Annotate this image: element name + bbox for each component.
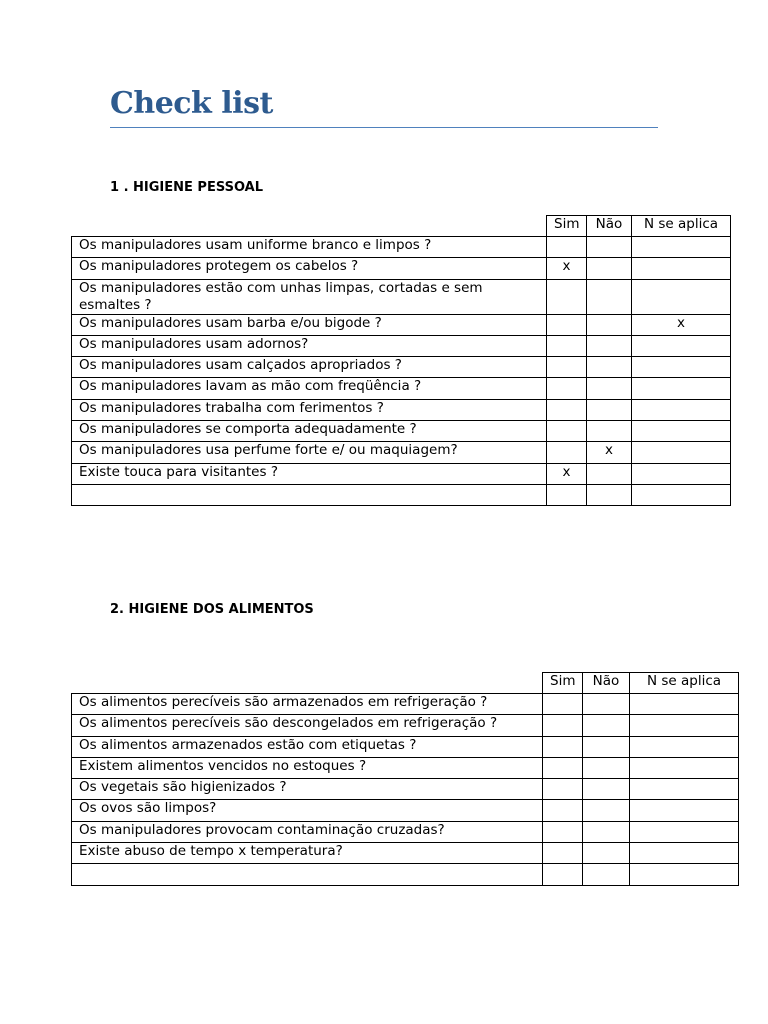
answer-cell-na [632,258,731,279]
table-row [72,442,731,463]
answer-cell-sim [547,484,587,505]
answer-cell-sim: x [547,258,587,279]
answer-cell-nao [587,335,632,356]
answer-cell-na [632,484,731,505]
table-row [72,800,739,821]
table-row [72,421,731,442]
answer-cell-nao [583,757,630,778]
answer-cell-sim [547,421,587,442]
section-heading-higiene-pessoal: 1 . HIGIENE PESSOAL [110,180,264,195]
table-row [72,357,731,378]
answer-cell-sim [547,314,587,335]
answer-cell-na [630,757,739,778]
table-row [72,694,739,715]
question-cell: Os alimentos perecíveis são armazenados em refrigeração ? [72,694,543,715]
title-underline [110,127,658,128]
answer-cell-nao [587,279,632,314]
answer-cell-na [630,736,739,757]
table-row [72,237,731,258]
table-row [72,779,739,800]
table-header-row [72,216,731,237]
answer-cell-na [630,821,739,842]
column-header-nao: Não [587,216,632,237]
answer-cell-sim [543,864,583,885]
column-header-na: N se aplica [632,216,731,237]
answer-cell-nao [583,736,630,757]
answer-cell-nao [587,484,632,505]
question-cell: Os manipuladores se comporta adequadamente ? [72,421,547,442]
answer-cell-na [632,463,731,484]
table-row [72,314,731,335]
table-row [72,715,739,736]
answer-cell-na [630,864,739,885]
answer-cell-na [632,421,731,442]
table-row [72,864,739,885]
answer-cell-na [630,715,739,736]
answer-cell-na [630,800,739,821]
answer-cell-nao [583,800,630,821]
question-cell: Os vegetais são higienizados ? [72,779,543,800]
answer-cell-sim [543,715,583,736]
answer-cell-sim [547,335,587,356]
answer-cell-nao [583,864,630,885]
question-cell: Os manipuladores estão com unhas limpas, cortadas e sem esmaltes ? [72,279,547,314]
answer-cell-na [632,442,731,463]
answer-cell-sim [547,442,587,463]
answer-cell-nao [583,779,630,800]
answer-cell-nao [583,715,630,736]
table-header-row [72,673,739,694]
question-cell: Os manipuladores lavam as mão com freqüência ? [72,378,547,399]
answer-cell-nao [587,357,632,378]
answer-cell-nao [583,821,630,842]
answer-cell-sim [543,779,583,800]
question-cell: Os manipuladores usam barba e/ou bigode ? [72,314,547,335]
answer-cell-na [630,694,739,715]
page-title: Check list [110,86,273,121]
column-header-na: N se aplica [630,673,739,694]
question-cell: Os manipuladores usa perfume forte e/ ou maquiagem? [72,442,547,463]
answer-cell-sim [547,378,587,399]
question-cell: Os alimentos armazenados estão com etiquetas ? [72,736,543,757]
column-header-nao: Não [583,673,630,694]
answer-cell-sim [547,357,587,378]
table-row [72,843,739,864]
answer-cell-na [632,237,731,258]
answer-cell-na: x [632,314,731,335]
answer-cell-nao: x [587,442,632,463]
question-cell [72,864,543,885]
question-cell: Os manipuladores usam adornos? [72,335,547,356]
answer-cell-nao [583,843,630,864]
answer-cell-sim [543,800,583,821]
answer-cell-nao [587,314,632,335]
table-row [72,757,739,778]
answer-cell-nao [587,258,632,279]
answer-cell-sim [547,279,587,314]
table-row [72,279,731,314]
question-cell: Existe abuso de tempo x temperatura? [72,843,543,864]
answer-cell-sim [547,237,587,258]
answer-cell-na [632,335,731,356]
answer-cell-nao [587,237,632,258]
answer-cell-na [632,399,731,420]
question-cell: Os manipuladores usam uniforme branco e limpos ? [72,237,547,258]
table-row [72,484,731,505]
table-row [72,258,731,279]
answer-cell-na [632,357,731,378]
answer-cell-sim: x [547,463,587,484]
answer-cell-sim [547,399,587,420]
table-row [72,736,739,757]
answer-cell-na [630,843,739,864]
column-header-sim: Sim [543,673,583,694]
question-cell [72,484,547,505]
answer-cell-na [632,378,731,399]
answer-cell-na [632,279,731,314]
answer-cell-sim [543,843,583,864]
column-header-sim: Sim [547,216,587,237]
question-cell: Existem alimentos vencidos no estoques ? [72,757,543,778]
answer-cell-sim [543,757,583,778]
answer-cell-nao [587,399,632,420]
answer-cell-nao [587,463,632,484]
answer-cell-nao [583,694,630,715]
table-row [72,335,731,356]
checklist-table-higiene-alimentos [71,672,739,886]
answer-cell-sim [543,694,583,715]
question-cell: Os manipuladores provocam contaminação cruzadas? [72,821,543,842]
answer-cell-sim [543,736,583,757]
question-cell: Os ovos são limpos? [72,800,543,821]
header-blank-cell [72,673,543,694]
answer-cell-nao [587,378,632,399]
table-row [72,399,731,420]
table-row [72,821,739,842]
section-heading-higiene-alimentos: 2. HIGIENE DOS ALIMENTOS [110,602,314,617]
question-cell: Os alimentos perecíveis são descongelados em refrigeração ? [72,715,543,736]
answer-cell-nao [587,421,632,442]
checklist-table-higiene-pessoal [71,215,731,506]
answer-cell-na [630,779,739,800]
question-cell: Os manipuladores usam calçados apropriados ? [72,357,547,378]
question-cell: Os manipuladores trabalha com ferimentos ? [72,399,547,420]
table-row [72,378,731,399]
answer-cell-sim [543,821,583,842]
question-cell: Existe touca para visitantes ? [72,463,547,484]
header-blank-cell [72,216,547,237]
table-row [72,463,731,484]
question-cell: Os manipuladores protegem os cabelos ? [72,258,547,279]
